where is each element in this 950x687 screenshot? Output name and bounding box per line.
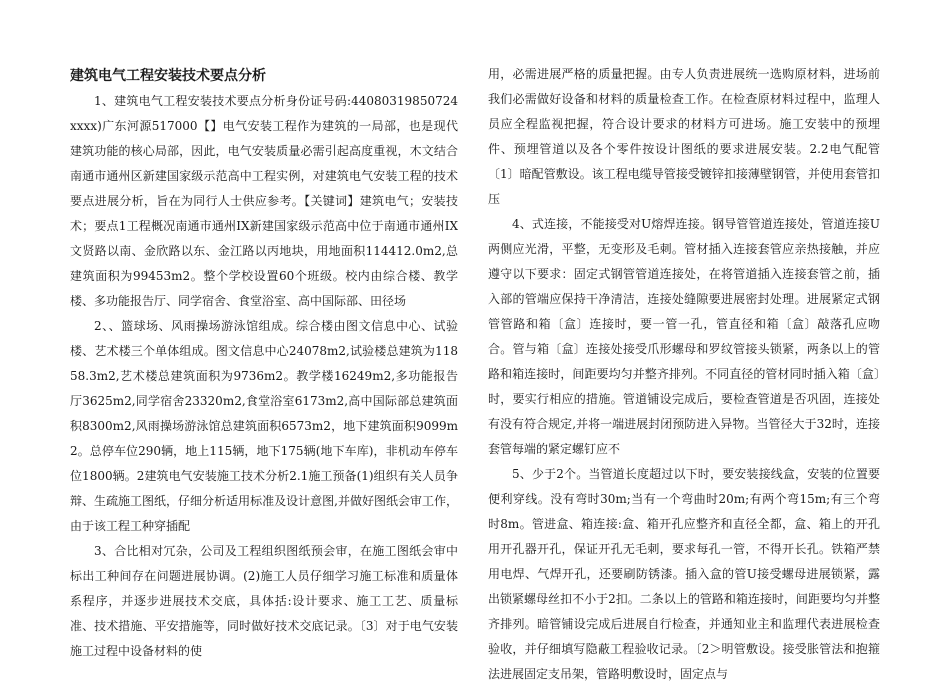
paragraph-5: 5、少于2个。当管道长度超过以下时，要安装接线盒，安装的位置要便利穿线。没有弯时30m;当有一个弯曲时20m;有两个弯15m;有三个弯时8m。管进盒、箱连接:盒、箱开孔应整齐和直径全都，盒、箱上的开孔用开孔器开孔，保证开孔无毛刺，要求每孔一管，不得开长孔。铁箱严禁用电焊、气焊开孔，还要刷防锈漆。插入盒的管U接受螺母进展锁紧，露出锁紧螺母丝扣不小于2扣。二条以上的管路和箱连接时，间距要均匀并整齐排列。暗管铺设完成后进展自行检查，并通知业主和监理代表进展检查验收，并仔细填写隐蔽工程验收记录。〔2＞明管敷设。接受胀管法和抱箍法进展固定支吊架，管路明敷设时，固定点与 [488, 467, 880, 681]
paragraph-1: 1、建筑电气工程安装技术要点分析身份证号码:44080319850724xxxx)广东河源517000【】电气安装工程作为建筑的一局部，也是现代建筑功能的核心局部，因此，电气安装质量必需引起高度重视，木文结合南通市通州区新建国家级示范高中工程实例，对建筑电气安装工程的技术要点进展分析，旨在为同行人士供应参考。【关键词】建筑电气；安装技术；要点1工程概况南通市通州IX新建国家级示范高中位于南通市通州IX文贤路以南、金欣路以东、金江路以丙地块，用地面积114412.0m2,总建筑面积为99453m2。整个学校设置60个班级。校内由综合楼、教学楼、多功能报告厅、同学宿舍、食堂浴室、高中国际部、田径场 [70, 94, 458, 308]
left-column [70, 62, 458, 664]
paragraph-3: 3、合比相对冗杂，公司及工程组织图纸预会审，在施工图纸会审中标出工种间存在问题进展协调。(2)施工人员仔细学习施工标准和质量体系程序，并逐步进展技术交底，具体括:设计要求、施工工艺、质量标准、技术措施、平安措施等，同时做好技术交底记录。〔3〕对于电气安装施工过程中设备材料的使 [70, 544, 458, 658]
document-title: 建筑电气工程安装技术要点分析 [70, 68, 266, 84]
right-column [488, 62, 880, 687]
paragraph-4: 4、式连接，不能接受对U熔焊连接。钢导管管道连接处，管道连接U两侧应光滑，平整，无变形及毛刺。管材插入连接套管应亲热接触，并应遵守以下要求：固定式钢管管道连接处，在将管道插入连接套管之前，插入部的管端应保持干净清洁，连接处缝隙要进展密封处理。进展紧定式钢管管路和箱〔盒〕连接时，要一管一孔，管直径和箱〔盒〕敲落孔应吻合。管与箱〔盒〕连接处接受爪形螺母和罗纹管接头锁紧，两条以上的管路和箱连接时，间距要均匀并整齐排列。不同直径的管材同时插入箱〔盒〕时，要实行相应的措施。管道铺设完成后，要检查管道是否巩固，连接处有没有符合规定,并将一端进展封闭预防进入异物。当管径大于32时，连接套管每端的紧定螺钉应不 [488, 217, 880, 456]
paragraph-2: 2、、篮球场、风雨操场游泳馆组成。综合楼由图文信息中心、试验楼、艺术楼三个单体组成。图文信息中心24078m2,试验楼总建筑为11858.3m2,艺术楼总建筑面积为9736m2。教学楼16249m2,多功能报告厅3625m2,同学宿舍23320m2,食堂浴室6173m2,高中国际部总建筑面积8300m2,风雨操场游泳馆总建筑面积6573m2，地下建筑面积9099m2。总停车位290辆，地上115辆，地下175辆(地下车库)，非机动车停车位1800辆。2建筑电气安装施工技术分析2.1施工预备(1)组织有关人员争辩、生疏施工图纸，仔细分析适用标准及设计意图,并做好图纸会审工作，由于该工程工种穿插配 [70, 319, 458, 533]
paragraph-3-continued: 用，必需进展严格的质量把握。由专人负责进展统一选购原材料，进场前我们必需做好设备和材料的质量检查工作。在检查原材料过程中，监理人员应全程监视把握，符合设计要求的材料方可进场。施工安装中的预埋件、预埋管道以及各个零件按设计图纸的要求进展安装。2.2电气配管〔1〕暗配管敷设。该工程电缆导管接受镀锌扣接薄壁钢管，并使用套管扣压 [488, 67, 880, 206]
